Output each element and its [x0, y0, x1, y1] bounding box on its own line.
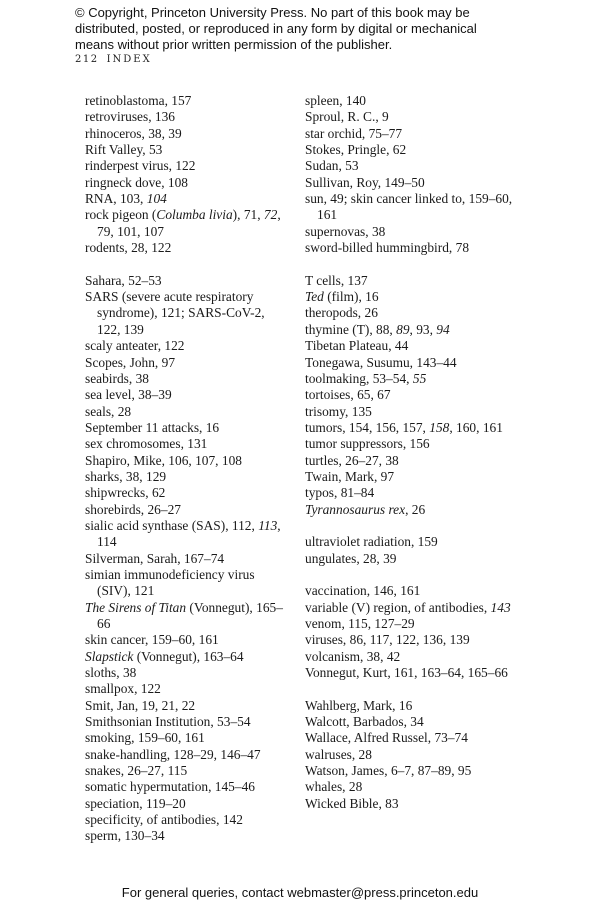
index-entry-text: Shapiro, Mike, 106, 107, 108 [85, 452, 242, 468]
index-entry-text: snakes, 26–27, 115 [85, 763, 188, 779]
index-entry-text: turtles, 26–27, 38 [305, 452, 399, 468]
index-entry-text: sun, 49; skin cancer linked to, 159–60, 161 [305, 191, 513, 223]
index-entry-italic-text: Tyrannosaurus rex [305, 501, 406, 517]
index-entry [305, 240, 515, 256]
index-entry-text: specificity, of antibodies, 142 [85, 812, 243, 828]
index-entry-text: rinderpest virus, 122 [85, 158, 196, 174]
index-letter-group [305, 273, 515, 518]
index-entry [305, 387, 515, 403]
index-entry [85, 828, 290, 844]
index-entry-text: tumors, 154, 156, 157, [305, 419, 430, 435]
index-entry [305, 436, 515, 452]
index-entry [305, 158, 515, 174]
index-entry-text: rock pigeon ( [85, 207, 157, 223]
index-entry [305, 796, 515, 812]
index-entry [85, 763, 290, 779]
index-entry-text: sperm, 130–34 [85, 828, 165, 844]
index-entry-text: September 11 attacks, 16 [85, 419, 220, 435]
index-entry-text: sex chromosomes, 131 [85, 436, 208, 452]
index-entry-italic-text: 104 [146, 191, 167, 207]
index-entry-text: Sahara, 52–53 [85, 272, 162, 288]
index-entry [85, 469, 290, 485]
index-entry-italic-text: Columba livia [156, 207, 233, 223]
index-entry [305, 583, 515, 599]
index-entry [85, 289, 290, 338]
index-entry [305, 730, 515, 746]
index-entry-text: (Vonnegut), 165–66 [97, 599, 283, 631]
index-entry-text: Sudan, 53 [305, 158, 359, 174]
index-entry-text: seabirds, 38 [85, 370, 149, 386]
index-entry-text: sea level, 38–39 [85, 387, 172, 403]
index-entry [85, 812, 290, 828]
index-entry [305, 600, 515, 616]
index-entry-text: T cells, 137 [305, 272, 368, 288]
index-entry [85, 207, 290, 240]
index-entry-text: sword-billed hummingbird, 78 [305, 240, 470, 256]
index-entry [85, 387, 290, 403]
index-entry [85, 518, 290, 551]
index-entry [305, 322, 515, 338]
index-entry [305, 534, 515, 550]
index-entry [305, 502, 515, 518]
index-entry-text: rhinoceros, 38, 39 [85, 125, 182, 141]
index-entry-text: Stokes, Pringle, 62 [305, 142, 407, 158]
index-entry-text: Smit, Jan, 19, 21, 22 [85, 697, 196, 713]
index-entry [305, 371, 515, 387]
index-entry [85, 420, 290, 436]
index-entry [85, 175, 290, 191]
index-entry [305, 224, 515, 240]
index-entry [85, 355, 290, 371]
index-entry [305, 649, 515, 665]
index-entry-italic-text: The Sirens of Titan [85, 599, 187, 615]
index-entry [305, 698, 515, 714]
index-entry-text: ultraviolet radiation, 159 [305, 534, 438, 550]
index-entry [85, 551, 290, 567]
index-entry [85, 436, 290, 452]
index-entry-text: Vonnegut, Kurt, 161, 163–64, 165–66 [305, 665, 508, 681]
index-entry [305, 338, 515, 354]
index-entry-text: , 160, 161 [449, 419, 503, 435]
index-entry [305, 355, 515, 371]
index-entry-text: Wahlberg, Mark, 16 [305, 697, 413, 713]
index-entry-text: scaly anteater, 122 [85, 338, 185, 354]
index-entry-text: speciation, 119–20 [85, 795, 186, 811]
index-entry-text: Scopes, John, 97 [85, 354, 176, 370]
index-entry-text: Wicked Bible, 83 [305, 795, 399, 811]
index-entry [305, 616, 515, 632]
index-entry [305, 175, 515, 191]
index-entry [85, 240, 290, 256]
index-entry [305, 420, 515, 436]
index-entry-text: theropods, 26 [305, 305, 378, 321]
index-entry-text: Wallace, Alfred Russel, 73–74 [305, 730, 468, 746]
index-entry-text: shipwrecks, 62 [85, 485, 166, 501]
index-entry-italic-text: 89 [396, 321, 410, 337]
index-entry [85, 126, 290, 142]
index-entry [305, 273, 515, 289]
index-entry-text: SARS (severe acute respiratory syndrome), 121; SARS-CoV-2, 122, 139 [85, 289, 265, 337]
index-entry-italic-text: 113 [258, 517, 278, 533]
index-entry-text: , 93, [409, 321, 437, 337]
index-entry [85, 404, 290, 420]
index-entry [305, 665, 515, 681]
index-entry-text: thymine (T), 88, [305, 321, 397, 337]
index-entry-text: Silverman, Sarah, 167–74 [85, 550, 225, 566]
index-entry [85, 779, 290, 795]
index-entry [85, 649, 290, 665]
index-entry-text: ungulates, 28, 39 [305, 550, 397, 566]
index-entry-text: vaccination, 146, 161 [305, 583, 421, 599]
index-entry [305, 404, 515, 420]
index-entry-text: seals, 28 [85, 403, 132, 419]
index-entry-text: Sullivan, Roy, 149–50 [305, 174, 425, 190]
index-column-right [305, 93, 515, 828]
running-head [75, 54, 152, 65]
index-entry-italic-text: Ted [305, 289, 324, 305]
index-entry-text: tortoises, 65, 67 [305, 387, 391, 403]
index-letter-group [305, 583, 515, 681]
index-entry [85, 142, 290, 158]
index-entry-text: sialic acid synthase (SAS), 112, [85, 517, 259, 533]
index-entry [85, 158, 290, 174]
index-entry-text: (film), 16 [323, 289, 379, 305]
index-entry-text: supernovas, 38 [305, 223, 386, 239]
index-entry [85, 796, 290, 812]
index-entry-text: shorebirds, 26–27 [85, 501, 181, 517]
index-entry-text: toolmaking, 53–54, [305, 370, 413, 386]
index-entry-text: , 79, 101, 107 [97, 207, 281, 239]
index-entry [305, 714, 515, 730]
index-entry-text: volcanism, 38, 42 [305, 648, 401, 664]
index-entry [305, 469, 515, 485]
index-entry-text: ), 71, [232, 207, 264, 223]
index-entry-italic-text: 143 [490, 599, 511, 615]
copyright-notice: © Copyright, Princeton University Press. No part of this book may be distributed, posted, or reproduced in any form by digital or mechanical means without prior written permission of the publisher. [75, 5, 477, 52]
index-letter-group [85, 273, 290, 845]
index-entry-text: skin cancer, 159–60, 161 [85, 632, 219, 648]
index-entry-text: trisomy, 135 [305, 403, 372, 419]
index-entry [85, 747, 290, 763]
index-letter-group [305, 698, 515, 812]
index-entry-text: walruses, 28 [305, 746, 372, 762]
index-entry [85, 338, 290, 354]
index-entry [305, 191, 515, 224]
index-entry-text: , 26 [405, 501, 426, 517]
index-entry [305, 485, 515, 501]
index-entry-text: venom, 115, 127–29 [305, 616, 415, 631]
index-entry-text: Smithsonian Institution, 53–54 [85, 714, 251, 730]
index-entry [305, 142, 515, 158]
index-entry-text: somatic hypermutation, 145–46 [85, 779, 255, 795]
index-entry [305, 551, 515, 567]
index-entry [305, 747, 515, 763]
index-entry-text: retroviruses, 136 [85, 109, 175, 125]
index-entry [85, 109, 290, 125]
index-entry [85, 681, 290, 697]
index-entry [85, 371, 290, 387]
page-number: 212 [75, 54, 99, 65]
index-entry [85, 730, 290, 746]
index-entry-text: smoking, 159–60, 161 [85, 730, 205, 746]
index-entry [85, 453, 290, 469]
index-entry [85, 191, 290, 207]
index-entry-italic-text: 158 [429, 419, 450, 435]
index-entry [85, 698, 290, 714]
index-entry-text: Tibetan Plateau, 44 [305, 338, 409, 354]
index-entry-text: retinoblastoma, 157 [85, 93, 192, 108]
index-entry-text: Rift Valley, 53 [85, 142, 163, 158]
index-entry [305, 126, 515, 142]
index-entry-text: Watson, James, 6–7, 87–89, 95 [305, 763, 472, 779]
index-entry-text: ringneck dove, 108 [85, 174, 189, 190]
index-entry-text: (Vonnegut), 163–64 [133, 648, 244, 664]
index-entry-text: typos, 81–84 [305, 485, 375, 501]
index-entry [305, 453, 515, 469]
index-entry-text: Tonegawa, Susumu, 143–44 [305, 354, 457, 370]
index-entry-text: rodents, 28, 122 [85, 240, 172, 256]
index-entry [85, 665, 290, 681]
index-entry [305, 109, 515, 125]
index-entry [305, 305, 515, 321]
index-entry [305, 93, 515, 109]
index-entry [305, 763, 515, 779]
index-entry [305, 289, 515, 305]
index-entry-text: Sproul, R. C., 9 [305, 109, 389, 125]
index-entry-text: spleen, 140 [305, 93, 366, 108]
index-entry [85, 93, 290, 109]
index-entry-text: sharks, 38, 129 [85, 468, 167, 484]
index-entry-text: , 114 [97, 517, 281, 550]
index-entry-text: snake-handling, 128–29, 146–47 [85, 746, 261, 762]
index-entry-text: Walcott, Barbados, 34 [305, 714, 424, 730]
index-letter-group [305, 93, 515, 256]
index-entry-italic-text: 94 [436, 321, 450, 337]
footer-contact: For general queries, contact webmaster@press.princeton.edu [121, 885, 479, 900]
index-entry [305, 779, 515, 795]
index-entry-text: smallpox, 122 [85, 681, 161, 697]
index-entry [85, 485, 290, 501]
index-letter-group [85, 93, 290, 256]
index-entry-text: tumor suppressors, 156 [305, 436, 430, 452]
index-entry-text: variable (V) region, of antibodies, [305, 599, 491, 615]
index-entry [85, 714, 290, 730]
index-entry-text: star orchid, 75–77 [305, 125, 403, 141]
index-entry-text: sloths, 38 [85, 665, 137, 681]
index-entry-text: viruses, 86, 117, 122, 136, 139 [305, 632, 470, 648]
index-entry-text: RNA, 103, [85, 191, 147, 207]
index-entry-italic-text: 55 [412, 370, 427, 386]
index-entry [85, 567, 290, 600]
index-entry [85, 273, 290, 289]
index-entry [305, 632, 515, 648]
index-entry-text: Twain, Mark, 97 [305, 468, 395, 484]
index-entry [85, 600, 290, 633]
index-entry [85, 632, 290, 648]
index-letter-group [305, 534, 515, 567]
running-head-title: INDEX [106, 54, 152, 65]
index-entry-text: simian immunodeficiency virus (SIV), 121 [85, 566, 255, 599]
index-entry-text: whales, 28 [305, 779, 363, 795]
index-entry [85, 502, 290, 518]
index-entry-italic-text: Slapstick [85, 648, 134, 664]
index-entry-italic-text: 72 [263, 207, 278, 223]
index-column-left [85, 93, 290, 861]
